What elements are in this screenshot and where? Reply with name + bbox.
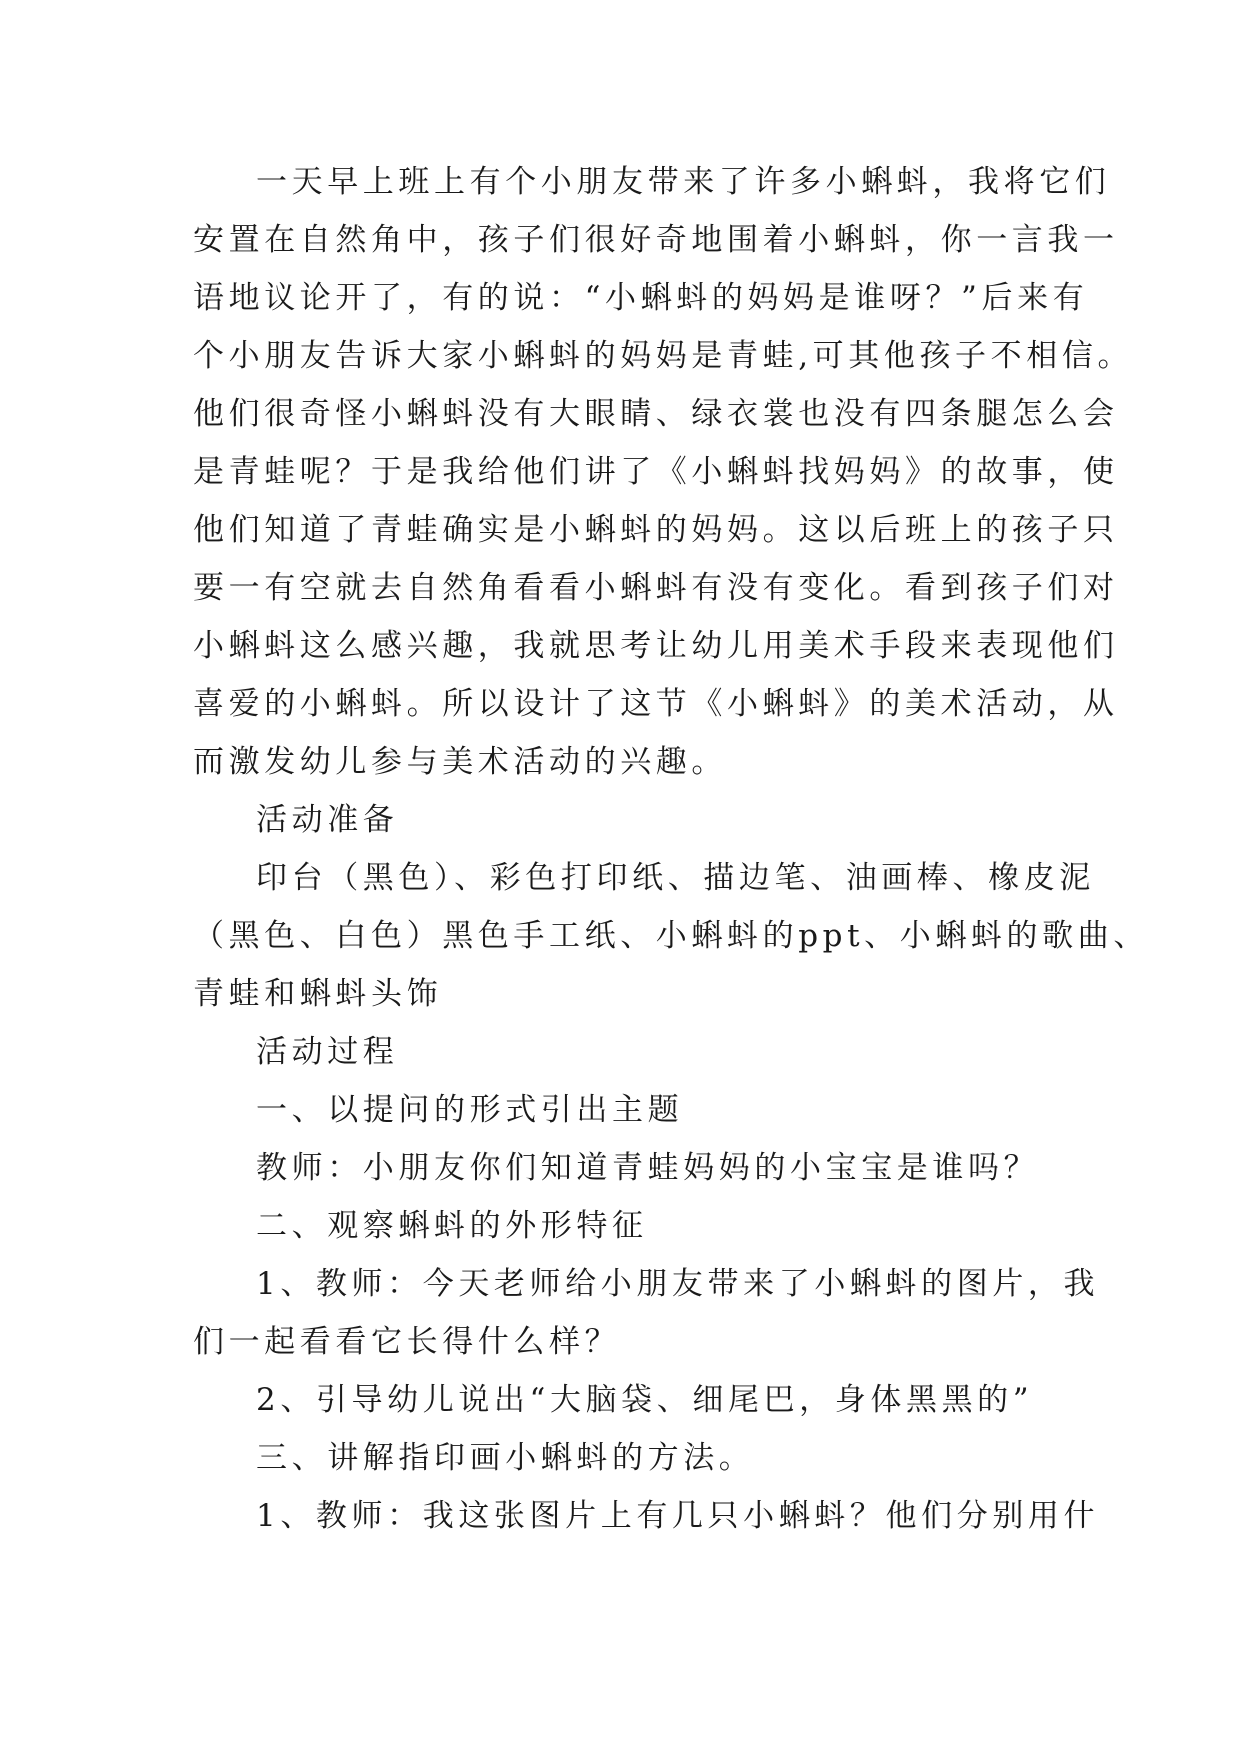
step2-heading: 二、观察蝌蚪的外形特征	[256, 1208, 648, 1244]
intro-line-10: 喜爱的小蝌蚪。所以设计了这节《小蝌蚪》的美术活动，从	[193, 686, 1119, 722]
step3-item1: 1、教师：我这张图片上有几只小蝌蚪？他们分别用什	[256, 1498, 1100, 1534]
intro-line-1: 一天早上班上有个小朋友带来了许多小蝌蚪，我将它们	[256, 164, 1111, 200]
intro-line-2: 安置在自然角中，孩子们很好奇地围着小蝌蚪，你一言我一	[193, 222, 1119, 258]
intro-line-7: 他们知道了青蛙确实是小蝌蚪的妈妈。这以后班上的孩子只	[193, 512, 1119, 548]
intro-line-4: 个小朋友告诉大家小蝌蚪的妈妈是青蛙,可其他孩子不相信。	[193, 338, 1134, 374]
step2-item2: 2、引导幼儿说出“大脑袋、细尾巴，身体黑黑的”	[256, 1382, 1034, 1418]
intro-line-6: 是青蛙呢？于是我给他们讲了《小蝌蚪找妈妈》的故事，使	[193, 454, 1119, 490]
step2-item1-line-1: 1、教师：今天老师给小朋友带来了小蝌蚪的图片，我	[256, 1266, 1100, 1302]
intro-line-11: 而激发幼儿参与美术活动的兴趣。	[193, 744, 727, 780]
intro-line-5: 他们很奇怪小蝌蚪没有大眼睛、绿衣裳也没有四条腿怎么会	[193, 396, 1119, 432]
step1-text: 教师：小朋友你们知道青蛙妈妈的小宝宝是谁吗？	[256, 1150, 1040, 1186]
materials-line-3: 青蛙和蝌蚪头饰	[193, 976, 443, 1012]
step1-heading: 一、以提问的形式引出主题	[256, 1092, 684, 1128]
section-heading-prep: 活动准备	[256, 802, 399, 838]
materials-line-2: （黑色、白色）黑色手工纸、小蝌蚪的ppt、小蝌蚪的歌曲、	[193, 918, 1149, 954]
materials-line-1: 印台（黑色）、彩色打印纸、描边笔、油画棒、橡皮泥	[256, 860, 1095, 896]
section-heading-process: 活动过程	[256, 1034, 399, 1070]
intro-line-9: 小蝌蚪这么感兴趣，我就思考让幼儿用美术手段来表现他们	[193, 628, 1119, 664]
intro-line-8: 要一有空就去自然角看看小蝌蚪有没有变化。看到孩子们对	[193, 570, 1119, 606]
step2-item1-line-2: 们一起看看它长得什么样？	[193, 1324, 621, 1360]
step3-heading: 三、讲解指印画小蝌蚪的方法。	[256, 1440, 755, 1476]
intro-line-3: 语地议论开了，有的说：“小蝌蚪的妈妈是谁呀？”后来有	[193, 280, 1089, 316]
